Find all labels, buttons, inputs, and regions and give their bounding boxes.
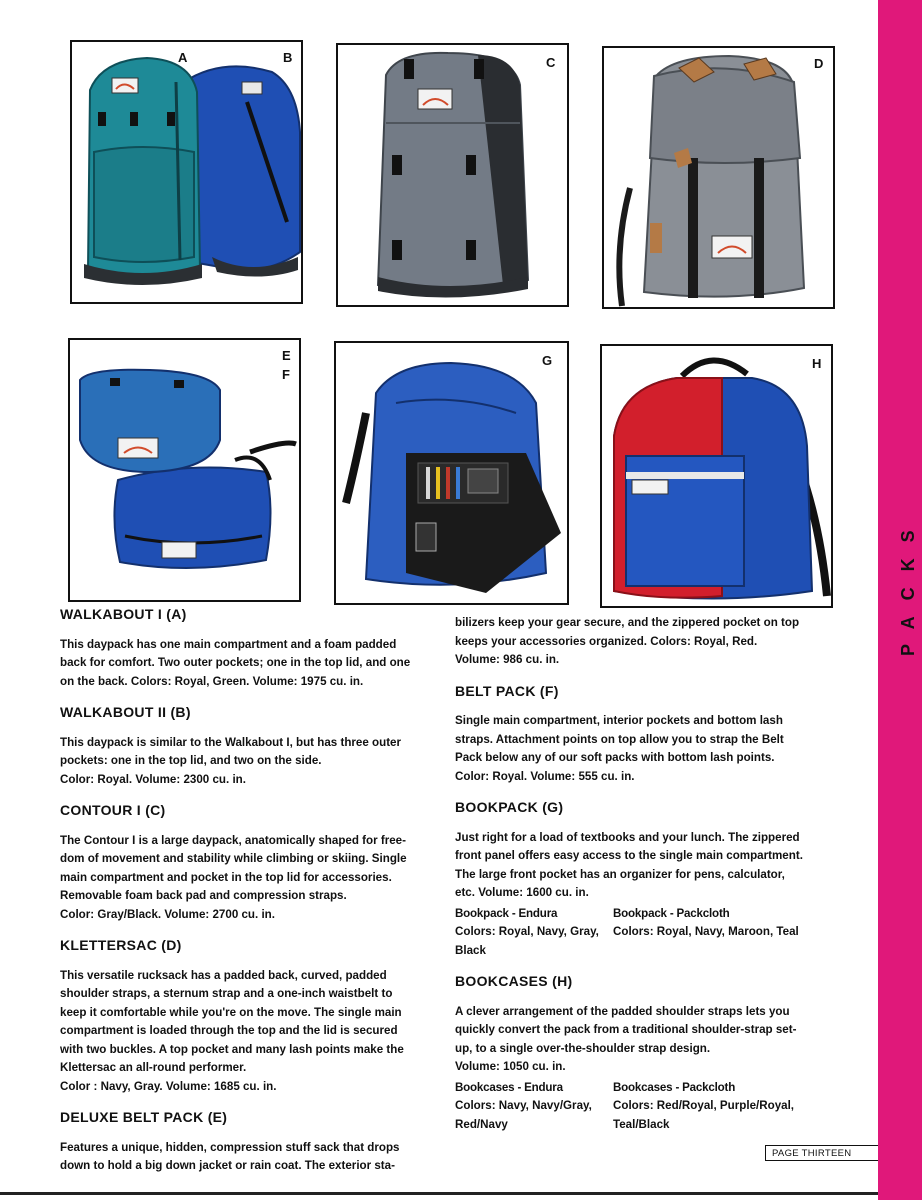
walkabout-2-line-2: pockets: one in the top lid, and two on the side. <box>60 754 322 767</box>
product-walkabout-1 <box>60 605 440 691</box>
product-bookcases <box>455 972 835 1134</box>
belt-pack-line-1: Single main compartment, interior pockets and bottom lash <box>455 714 783 727</box>
bookcases-line-1: A clever arrangement of the padded shoulder straps lets you <box>455 1004 790 1018</box>
bookpack-packcloth-colors: Colors: Royal, Navy, Maroon, Teal <box>613 925 799 938</box>
klettersac-line-7: Color : Navy, Gray. Volume: 1685 cu. in. <box>60 1079 277 1093</box>
bookcases-endura-colors: Colors: Navy, Navy/Gray, Red/Navy <box>455 1099 592 1131</box>
product-contour-1 <box>60 801 440 924</box>
bookpack-line-2: front panel offers easy access to the single main compartment. <box>455 849 803 862</box>
photo-letter-h: H <box>812 356 822 371</box>
bookpack-variant-endura <box>455 905 613 961</box>
bookcases-line-4: Volume: 1050 cu. in. <box>455 1060 566 1073</box>
walkabout-packs-illustration <box>72 42 301 302</box>
continuation-line-2: keeps your accessories organized. Colors: Royal, Red. <box>455 634 758 648</box>
klettersac-line-4: compartment is loaded through the top and the lid is secured <box>60 1024 398 1037</box>
photo-letter-a: A <box>178 50 188 65</box>
photo-klettersac-pack <box>602 46 835 309</box>
bookpack-endura-label: Bookpack - Endura <box>455 906 558 920</box>
klettersac-line-3: keep it comfortable while you're on the move. The single main <box>60 1005 402 1019</box>
belt-packs-illustration <box>70 340 299 600</box>
product-belt-pack <box>455 682 835 787</box>
bookcase-pack-illustration <box>602 346 831 606</box>
bookpack-variant-packcloth <box>613 905 833 961</box>
bookcases-packcloth-colors: Colors: Red/Royal, Purple/Royal, Teal/Black <box>613 1099 795 1131</box>
bookpack-line-3: The large front pocket has an organizer for pens, calculator, <box>455 867 785 881</box>
photo-letter-f: F <box>282 367 290 382</box>
page-number: PAGE THIRTEEN <box>765 1145 878 1161</box>
photo-bookpack <box>334 341 569 605</box>
bookcases-endura-label: Bookcases - Endura <box>455 1080 563 1094</box>
bookpack-variants <box>455 905 835 961</box>
bookpack-packcloth-label: Bookpack - Packcloth <box>613 906 730 920</box>
photo-letter-g: G <box>542 353 553 368</box>
deluxe-belt-pack-continued <box>455 614 835 670</box>
bookpack-endura-colors: Colors: Royal, Navy, Gray, Black <box>455 925 599 957</box>
bookpack-line-1: Just right for a load of textbooks and your lunch. The zippered <box>455 830 800 844</box>
right-text-column <box>455 614 835 1146</box>
continuation-line-3: Volume: 986 cu. in. <box>455 653 560 666</box>
bookcases-variant-packcloth <box>613 1079 833 1135</box>
bookcases-packcloth-label: Bookcases - Packcloth <box>613 1080 736 1094</box>
bookcases-line-3: up, to a single over-the-shoulder strap design. <box>455 1041 711 1055</box>
heading-deluxe-belt-pack: DELUXE BELT PACK (E) <box>60 1109 228 1125</box>
photo-letter-d: D <box>814 56 824 71</box>
klettersac-line-2: shoulder straps, a sternum strap and a one-inch waistbelt to <box>60 987 393 1000</box>
contour-1-line-4: Removable foam back pad and compression straps. <box>60 889 347 902</box>
left-text-column <box>60 605 440 1188</box>
photo-belt-packs <box>68 338 301 602</box>
heading-bookpack: BOOKPACK (G) <box>455 799 564 815</box>
walkabout-2-line-3: Color: Royal. Volume: 2300 cu. in. <box>60 772 246 786</box>
heading-contour-1: CONTOUR I (C) <box>60 802 166 818</box>
contour-1-line-1: The Contour I is a large daypack, anatomically shaped for free- <box>60 833 406 847</box>
bookcases-line-2: quickly convert the pack from a traditional shoulder-strap set- <box>455 1023 797 1036</box>
bottom-rule <box>0 1192 878 1195</box>
photo-bookcase-pack <box>600 344 833 608</box>
heading-bookcases: BOOKCASES (H) <box>455 973 573 989</box>
belt-pack-line-3: Pack below any of our soft packs with bottom lash points. <box>455 751 775 764</box>
photo-walkabout-packs <box>70 40 303 304</box>
contour-1-line-5: Color: Gray/Black. Volume: 2700 cu. in. <box>60 907 275 921</box>
bookcases-variant-endura <box>455 1079 613 1135</box>
contour-1-line-3: main compartment and pocket in the top lid for accessories. <box>60 870 392 884</box>
section-side-label: PACKS <box>898 514 918 656</box>
bookpack-illustration <box>336 343 567 603</box>
product-bookpack <box>455 798 835 960</box>
walkabout-1-line-1: This daypack has one main compartment and a foam padded <box>60 637 397 651</box>
klettersac-pack-illustration <box>604 48 833 307</box>
photo-letter-c: C <box>546 55 556 70</box>
heading-walkabout-1: WALKABOUT I (A) <box>60 606 187 622</box>
bookcases-variants <box>455 1079 835 1135</box>
heading-belt-pack: BELT PACK (F) <box>455 682 559 699</box>
klettersac-line-6: Klettersac an all-round performer. <box>60 1061 247 1074</box>
walkabout-1-line-3: on the back. Colors: Royal, Green. Volume: 1975 cu. in. <box>60 674 364 688</box>
product-deluxe-belt-pack <box>60 1108 440 1176</box>
belt-pack-line-2: straps. Attachment points on top allow you to strap the Belt <box>455 732 784 746</box>
klettersac-line-5: with two buckles. A top pocket and many lash points make the <box>60 1042 404 1056</box>
deluxe-belt-pack-line-2: down to hold a big down jacket or rain coat. The exterior sta- <box>60 1159 395 1172</box>
product-walkabout-2 <box>60 703 440 789</box>
photo-contour-pack <box>336 43 569 307</box>
walkabout-2-line-1: This daypack is similar to the Walkabout I, but has three outer <box>60 735 402 749</box>
contour-1-line-2: dom of movement and stability while climbing or skiing. Single <box>60 852 407 865</box>
heading-walkabout-2: WALKABOUT II (B) <box>60 704 191 720</box>
product-klettersac <box>60 936 440 1096</box>
photo-letter-e: E <box>282 348 291 363</box>
contour-pack-illustration <box>338 45 567 305</box>
deluxe-belt-pack-line-1: Features a unique, hidden, compression stuff sack that drops <box>60 1140 400 1154</box>
continuation-line-1: bilizers keep your gear secure, and the zippered pocket on top <box>455 616 800 629</box>
heading-klettersac: KLETTERSAC (D) <box>60 937 182 953</box>
photo-letter-b: B <box>283 50 293 65</box>
walkabout-1-line-2: back for comfort. Two outer pockets; one in the top lid, and one <box>60 656 411 669</box>
klettersac-line-1: This versatile rucksack has a padded back, curved, padded <box>60 968 387 982</box>
bookpack-line-4: etc. Volume: 1600 cu. in. <box>455 886 589 899</box>
belt-pack-line-4: Color: Royal. Volume: 555 cu. in. <box>455 769 635 783</box>
